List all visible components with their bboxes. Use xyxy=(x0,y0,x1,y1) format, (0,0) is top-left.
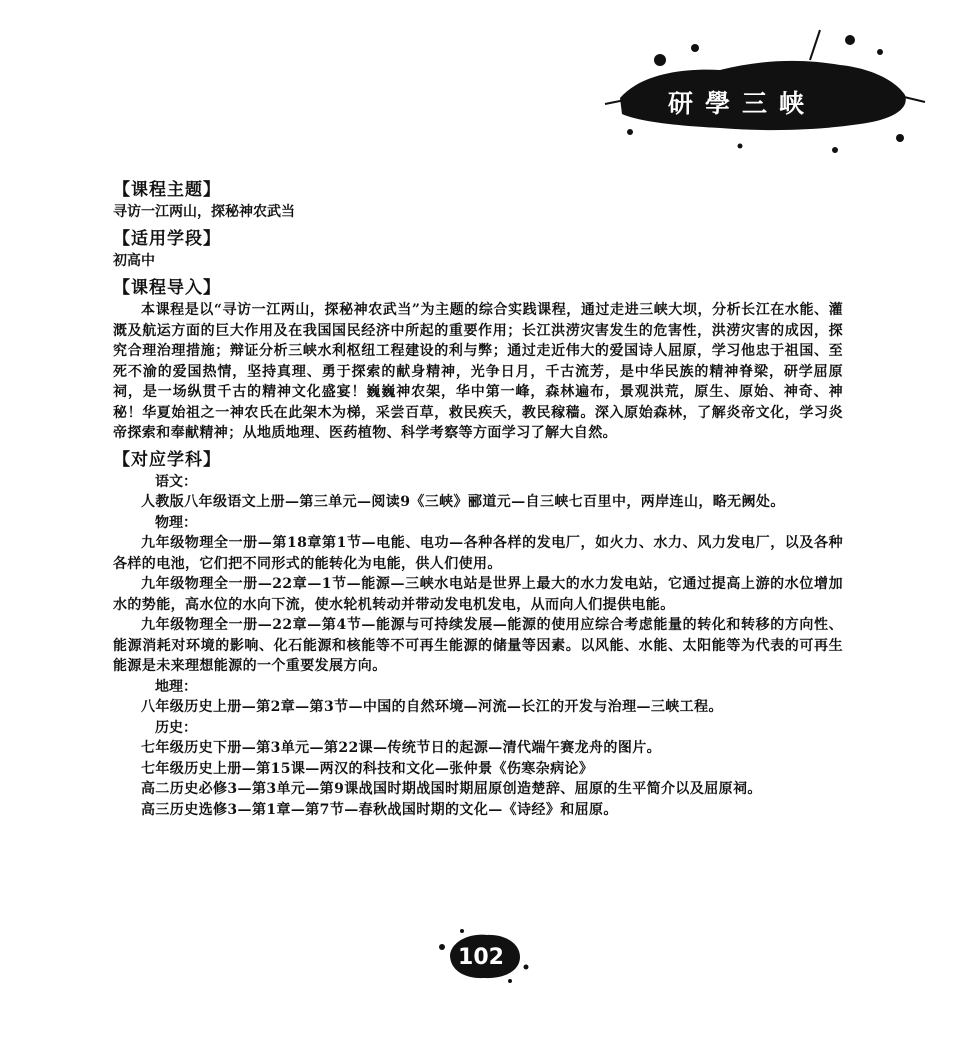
section-heading-subjects: 【对应学科】 xyxy=(113,449,221,470)
section-heading-theme: 【课程主题】 xyxy=(113,180,221,200)
subject-item: 九年级物理全一册—第18章第1节—电能、电功—各种各样的发电厂，如火力、水力、风力发电厂，以及各种各样的电池，它们把不同形式的能转化为电能，供人们使用。 xyxy=(113,535,843,572)
subject-item: 高二历史必修3—第3单元—第9课战国时期战国时期屈原创造楚辞、屈原的生平简介以及屈原祠。 xyxy=(141,781,762,797)
section-heading-level: 【适用学段】 xyxy=(113,229,221,249)
subject-item: 高三历史选修3—第1章—第7节—春秋战国时期的文化—《诗经》和屈原。 xyxy=(141,801,618,818)
subject-item: 人教版八年级语文上册—第三单元—阅读9《三峡》郦道元—自三峡七百里中，两岸连山，略无阙处。 xyxy=(141,494,785,510)
subject-label-physics: 物理： xyxy=(155,514,197,531)
subject-label-history: 历史： xyxy=(155,719,197,736)
subject-item: 七年级历史上册—第15课—两汉的科技和文化—张仲景《伤寒杂病论》 xyxy=(141,760,594,777)
subject-item: 八年级历史上册—第2章—第3节—中国的自然环境—河流—长江的开发与治理—三峡工程。 xyxy=(141,699,723,715)
page-number: 102 xyxy=(458,945,504,970)
section-heading-intro: 【课程导入】 xyxy=(113,278,221,298)
subject-item: 九年级物理全一册—22章—1节—能源—三峡水电站是世界上最大的水力发电站，它通过提高上游的水位增加水的势能，高水位的水向下流，使水轮机转动并带动发电机发电，从而向人们提供电能。 xyxy=(113,576,843,613)
subject-item: 九年级物理全一册—22章—第4节—能源与可持续发展—能源的使用应综合考虑能量的转化和转移的方向性、能源消耗对环境的影响、化石能源和核能等不可再生能源的储量等因素。以风能、水能、太阳能等为代表的可再生能源是未来理想能源的一个重要发展方向。 xyxy=(113,617,843,674)
header-title: 研學三峡 xyxy=(668,89,817,118)
subject-item: 七年级历史下册—第3单元—第22课—传统节日的起源—清代端午赛龙舟的图片。 xyxy=(141,740,662,756)
intro-paragraph: 本课程是以“寻访一江两山，探秘神农武当”为主题的综合实践课程，通过走进三峡大坝，分析长江在水能、灌溉及航运方面的巨大作用及在我国国民经济中所起的重要作用；长江洪涝灾害发生的危害性，洪涝灾害的成因，探究合理治理措施；辩证分析三峡水利枢纽工程建设的利与弊；通过走近伟大的爱国诗人屈原，学习他忠于祖国、至死不渝的爱国热情，坚持真理、勇于探索的献身精神，光争日月，千古流芳，是中华民族的精神脊梁，研学屈原祠，是一场纵贯千古的精神文化盛宴！巍巍神农架，华中第一峰，森林遍布，景观洪荒，原生、原始、神奇、神秘！华夏始祖之一神农氏在此架木为梯，采尝百草，救民疾夭，教民稼穑。深入原始森林，了解炎帝文化，学习炎帝探索和奉献精神；从地质地理、医药植物、科学考察等方面学习了解大自然。 xyxy=(113,302,843,441)
main-content xyxy=(113,178,843,820)
subject-label-geography: 地理： xyxy=(155,678,197,695)
level-text: 初高中 xyxy=(113,253,155,269)
subject-label-chinese: 语文： xyxy=(155,473,197,490)
theme-text: 寻访一江两山，探秘神农武当 xyxy=(113,204,295,220)
